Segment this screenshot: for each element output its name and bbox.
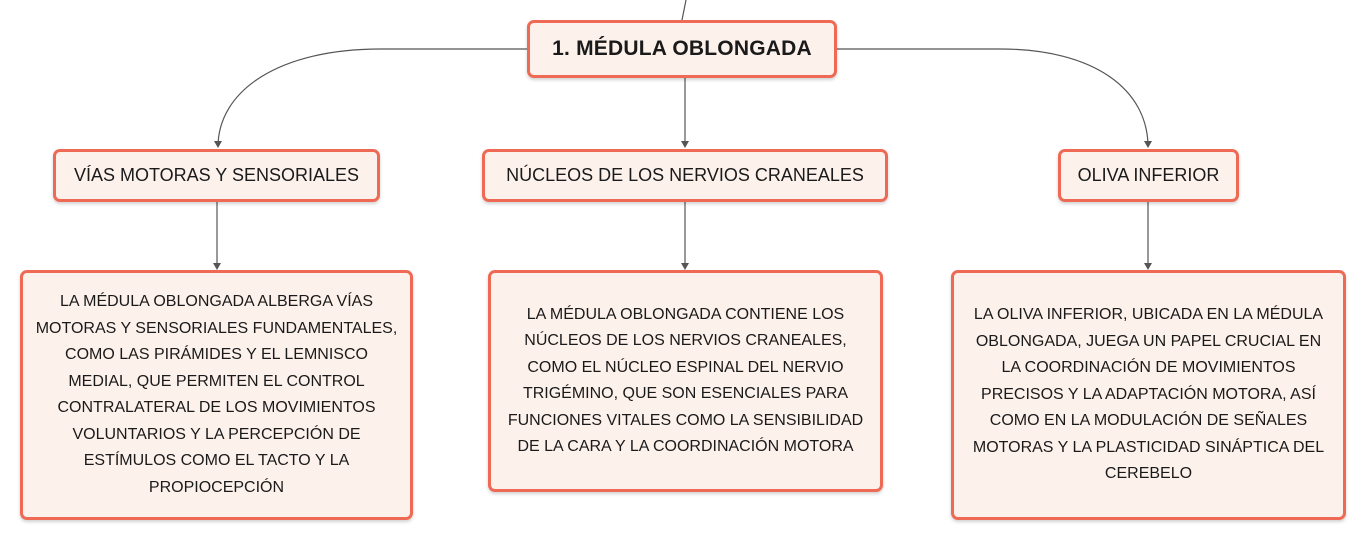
root-node[interactable]: 1. MÉDULA OBLONGADA — [527, 20, 837, 78]
arrowhead-left-desc — [213, 263, 221, 270]
arrowhead-middle — [681, 141, 689, 148]
topic-vias-motoras[interactable]: VÍAS MOTORAS Y SENSORIALES — [53, 149, 380, 202]
description-oliva-inferior[interactable]: LA OLIVA INFERIOR, UBICADA EN LA MÉDULA OBLONGADA, JUEGA UN PAPEL CRUCIAL EN LA COORDINACIÓN DE MOVIMIENTOS PRECISOS Y LA ADAPTACIÓN MOTORA, ASÍ COMO EN LA MODULACIÓN DE SEÑALES MOTORAS Y LA PLASTICIDAD SINÁPTICA DEL CEREBELO — [951, 270, 1346, 520]
connector-root-left — [218, 49, 527, 147]
arrowhead-right-desc — [1144, 263, 1152, 270]
arrowhead-middle-desc — [681, 263, 689, 270]
topic-oliva-inferior[interactable]: OLIVA INFERIOR — [1058, 149, 1239, 202]
arrowhead-right — [1144, 141, 1152, 148]
arrowhead-left — [214, 141, 222, 148]
connector-root-right — [837, 49, 1148, 147]
topic-nucleos-nervios[interactable]: NÚCLEOS DE LOS NERVIOS CRANEALES — [482, 149, 888, 202]
description-nucleos-nervios[interactable]: LA MÉDULA OBLONGADA CONTIENE LOS NÚCLEOS DE LOS NERVIOS CRANEALES, COMO EL NÚCLEO ESPINAL DEL NERVIO TRIGÉMINO, QUE SON ESENCIALES PARA FUNCIONES VITALES COMO LA SENSIBILIDAD DE LA CARA Y LA COORDINACIÓN MOTORA — [488, 270, 883, 492]
connector-parent — [682, 0, 686, 20]
description-vias-motoras[interactable]: LA MÉDULA OBLONGADA ALBERGA VÍAS MOTORAS Y SENSORIALES FUNDAMENTALES, COMO LAS PIRÁMIDES Y EL LEMNISCO MEDIAL, QUE PERMITEN EL CONTROL CONTRALATERAL DE LOS MOVIMIENTOS VOLUNTARIOS Y LA PERCEPCIÓN DE ESTÍMULOS COMO EL TACTO Y LA PROPIOCEPCIÓN — [20, 270, 413, 520]
